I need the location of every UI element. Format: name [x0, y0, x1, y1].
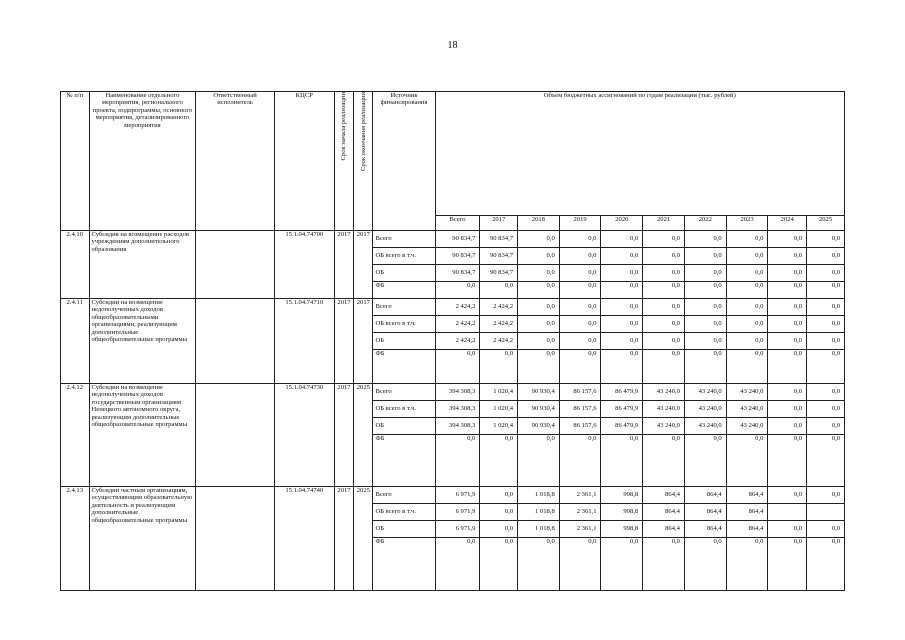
amount-cell: 0,0: [601, 265, 643, 282]
funding-source: ОБ всего в т.ч.: [373, 504, 435, 521]
amount-cell: 0,0: [726, 299, 768, 316]
amount-cell: 0,0: [807, 265, 845, 282]
amount-cell: 2 361,1: [559, 521, 601, 538]
amount-cell: 0,0: [601, 316, 643, 333]
amount-cell: 0,0: [768, 487, 807, 504]
header-executor: Ответственный исполнитель: [196, 92, 274, 231]
amount-cell: 0,0: [643, 538, 685, 591]
amount-cell: 43 240,0: [643, 384, 685, 401]
start-year: 2017: [334, 231, 353, 299]
amount-cell: 0,0: [559, 333, 601, 350]
amount-cell: 90 930,4: [518, 418, 560, 435]
year-header: 2024: [768, 216, 807, 231]
amount-cell: 0,0: [684, 435, 726, 487]
amount-cell: 0,0: [643, 316, 685, 333]
amount-cell: 0,0: [518, 538, 560, 591]
amount-cell: [807, 504, 845, 521]
amount-cell: 864,4: [726, 487, 768, 504]
year-header: 2019: [559, 216, 601, 231]
amount-cell: 864,4: [684, 504, 726, 521]
amount-cell: 86 479,9: [601, 418, 643, 435]
header-start: [334, 92, 353, 231]
header-num: № п/п: [61, 92, 90, 231]
year-header: 2017: [480, 216, 518, 231]
amount-cell: 0,0: [480, 350, 518, 384]
amount-cell: 0,0: [726, 538, 768, 591]
table-row: [61, 384, 845, 401]
executor-cell: [196, 487, 274, 591]
amount-cell: 0,0: [726, 333, 768, 350]
amount-cell: 0,0: [684, 350, 726, 384]
end-year: 2025: [354, 487, 373, 591]
amount-cell: 0,0: [807, 231, 845, 248]
table-header: [61, 92, 845, 231]
header-start-label: Срок начала реализации: [340, 92, 348, 161]
end-year: 2017: [354, 299, 373, 384]
amount-cell: 90 930,4: [518, 384, 560, 401]
amount-cell: 0,0: [559, 538, 601, 591]
amount-cell: 43 240,0: [726, 418, 768, 435]
amount-cell: 90 930,4: [518, 401, 560, 418]
header-kcsr: КЦСР: [274, 92, 334, 231]
amount-cell: 1 020,4: [480, 384, 518, 401]
amount-cell: 0,0: [684, 538, 726, 591]
amount-cell: 0,0: [601, 350, 643, 384]
header-name: Наименование отдельного мероприятия, регионального проекта, подпрограммы, основного мероприятия, детализированного мероприятия: [89, 92, 196, 231]
amount-cell: 2 424,2: [480, 333, 518, 350]
amount-cell: 0,0: [726, 248, 768, 265]
amount-cell: 0,0: [480, 521, 518, 538]
amount-cell: 0,0: [601, 333, 643, 350]
budget-table: [60, 91, 845, 591]
amount-cell: 6 971,9: [435, 521, 480, 538]
funding-source: ОБ всего в т.ч.: [373, 316, 435, 333]
funding-source: ФБ: [373, 435, 435, 487]
amount-cell: 90 834,7: [480, 248, 518, 265]
measure-name: Субсидии частным организациям, осуществляющим образовательную деятельность и реализующим дополнительные общеобразовательные программы: [89, 487, 196, 591]
amount-cell: 43 240,0: [643, 401, 685, 418]
amount-cell: 0,0: [807, 538, 845, 591]
amount-cell: 0,0: [807, 350, 845, 384]
year-header: 2025: [807, 216, 845, 231]
amount-cell: 1 020,4: [480, 401, 518, 418]
amount-cell: 2 424,2: [480, 299, 518, 316]
amount-cell: 0,0: [684, 282, 726, 299]
amount-cell: 864,4: [643, 504, 685, 521]
amount-cell: 86 157,6: [559, 384, 601, 401]
year-header: Всего: [435, 216, 480, 231]
amount-cell: 0,0: [807, 282, 845, 299]
row-number: 2.4.10: [61, 231, 90, 299]
kcsr-code: 15.1.04.74730: [274, 384, 334, 487]
amount-cell: 0,0: [518, 265, 560, 282]
amount-cell: 0,0: [643, 299, 685, 316]
amount-cell: 0,0: [768, 384, 807, 401]
amount-cell: 0,0: [601, 435, 643, 487]
amount-cell: 0,0: [684, 248, 726, 265]
row-number: 2.4.12: [61, 384, 90, 487]
amount-cell: 998,8: [601, 521, 643, 538]
funding-source: ОБ: [373, 521, 435, 538]
executor-cell: [196, 231, 274, 299]
amount-cell: 864,4: [726, 504, 768, 521]
year-header: 2022: [684, 216, 726, 231]
funding-source: Всего: [373, 231, 435, 248]
amount-cell: 0,0: [768, 435, 807, 487]
amount-cell: 43 240,0: [726, 401, 768, 418]
amount-cell: 6 971,9: [435, 487, 480, 504]
measure-name: Субсидия на возмещение расходов учреждениям дополнительного образования: [89, 231, 196, 299]
amount-cell: 0,0: [807, 248, 845, 265]
funding-source: ОБ: [373, 418, 435, 435]
amount-cell: 2 361,1: [559, 504, 601, 521]
amount-cell: 1 020,4: [480, 418, 518, 435]
amount-cell: 90 834,7: [435, 231, 480, 248]
amount-cell: 0,0: [518, 333, 560, 350]
amount-cell: 43 240,0: [643, 418, 685, 435]
amount-cell: 0,0: [601, 231, 643, 248]
funding-source: ФБ: [373, 282, 435, 299]
amount-cell: 0,0: [643, 350, 685, 384]
amount-cell: 864,4: [684, 521, 726, 538]
amount-cell: 0,0: [726, 316, 768, 333]
amount-cell: 0,0: [435, 538, 480, 591]
amount-cell: 0,0: [768, 316, 807, 333]
amount-cell: 0,0: [559, 231, 601, 248]
page-number: 18: [447, 40, 458, 51]
year-header: 2023: [726, 216, 768, 231]
header-end: [354, 92, 373, 231]
amount-cell: 86 157,6: [559, 401, 601, 418]
amount-cell: 0,0: [518, 350, 560, 384]
amount-cell: 86 479,9: [601, 384, 643, 401]
amount-cell: 0,0: [807, 316, 845, 333]
year-header: 2021: [643, 216, 685, 231]
amount-cell: 0,0: [726, 282, 768, 299]
amount-cell: 0,0: [643, 265, 685, 282]
header-end-label: Срок окончания реализации: [359, 92, 367, 172]
amount-cell: 864,4: [726, 521, 768, 538]
amount-cell: 0,0: [807, 384, 845, 401]
year-header: 2018: [518, 216, 560, 231]
funding-source: ФБ: [373, 350, 435, 384]
row-number: 2.4.11: [61, 299, 90, 384]
amount-cell: 0,0: [559, 435, 601, 487]
amount-cell: 0,0: [768, 231, 807, 248]
amount-cell: 43 240,0: [684, 401, 726, 418]
amount-cell: 0,0: [559, 316, 601, 333]
amount-cell: 86 479,9: [601, 401, 643, 418]
amount-cell: 0,0: [807, 333, 845, 350]
header-source: Источник финансирования: [373, 92, 435, 231]
end-year: 2025: [354, 384, 373, 487]
amount-cell: 0,0: [559, 248, 601, 265]
funding-source: Всего: [373, 299, 435, 316]
amount-cell: 0,0: [435, 350, 480, 384]
kcsr-code: 15.1.04.74740: [274, 487, 334, 591]
amount-cell: 0,0: [726, 350, 768, 384]
amount-cell: 0,0: [807, 521, 845, 538]
amount-cell: [768, 504, 807, 521]
amount-cell: 0,0: [726, 231, 768, 248]
amount-cell: 0,0: [807, 487, 845, 504]
start-year: 2017: [334, 384, 353, 487]
amount-cell: 2 424,2: [435, 316, 480, 333]
table-row: [61, 487, 845, 504]
amount-cell: 0,0: [559, 350, 601, 384]
amount-cell: 0,0: [480, 504, 518, 521]
amount-cell: 0,0: [518, 282, 560, 299]
amount-cell: 1 018,8: [518, 504, 560, 521]
start-year: 2017: [334, 487, 353, 591]
amount-cell: 394 308,3: [435, 401, 480, 418]
amount-cell: 0,0: [559, 299, 601, 316]
amount-cell: 0,0: [518, 299, 560, 316]
amount-cell: 0,0: [768, 538, 807, 591]
amount-cell: 0,0: [480, 487, 518, 504]
funding-source: Всего: [373, 384, 435, 401]
amount-cell: 0,0: [559, 265, 601, 282]
amount-cell: 864,4: [684, 487, 726, 504]
amount-cell: 0,0: [518, 248, 560, 265]
amount-cell: 0,0: [435, 282, 480, 299]
amount-cell: 43 240,0: [684, 384, 726, 401]
year-header: 2020: [601, 216, 643, 231]
amount-cell: 2 424,2: [480, 316, 518, 333]
funding-source: ОБ: [373, 333, 435, 350]
amount-cell: 90 834,7: [435, 248, 480, 265]
amount-cell: 43 240,0: [684, 418, 726, 435]
amount-cell: 0,0: [684, 316, 726, 333]
kcsr-code: 15.1.04.74710: [274, 299, 334, 384]
amount-cell: 0,0: [807, 401, 845, 418]
amount-cell: 998,8: [601, 487, 643, 504]
amount-cell: 0,0: [643, 248, 685, 265]
amount-cell: 864,4: [643, 487, 685, 504]
executor-cell: [196, 384, 274, 487]
amount-cell: 0,0: [684, 299, 726, 316]
end-year: 2017: [354, 231, 373, 299]
amount-cell: 0,0: [643, 282, 685, 299]
table-row: [61, 231, 845, 248]
amount-cell: 394 308,3: [435, 418, 480, 435]
amount-cell: 90 834,7: [435, 265, 480, 282]
amount-cell: 90 834,7: [480, 231, 518, 248]
amount-cell: 86 157,6: [559, 418, 601, 435]
amount-cell: 0,0: [601, 282, 643, 299]
amount-cell: 0,0: [480, 538, 518, 591]
funding-source: ОБ всего в т.ч.: [373, 248, 435, 265]
amount-cell: 0,0: [643, 333, 685, 350]
funding-source: ОБ: [373, 265, 435, 282]
funding-source: ФБ: [373, 538, 435, 591]
amount-cell: 0,0: [768, 521, 807, 538]
amount-cell: 0,0: [684, 231, 726, 248]
amount-cell: 0,0: [518, 435, 560, 487]
amount-cell: 0,0: [768, 333, 807, 350]
amount-cell: 90 834,7: [480, 265, 518, 282]
amount-cell: 0,0: [601, 299, 643, 316]
amount-cell: 0,0: [807, 418, 845, 435]
amount-cell: 0,0: [518, 231, 560, 248]
table-row: [61, 299, 845, 316]
amount-cell: 0,0: [559, 282, 601, 299]
amount-cell: 0,0: [768, 350, 807, 384]
amount-cell: 0,0: [768, 265, 807, 282]
amount-cell: 864,4: [643, 521, 685, 538]
amount-cell: 43 240,0: [726, 384, 768, 401]
amount-cell: 1 018,8: [518, 521, 560, 538]
amount-cell: 0,0: [480, 435, 518, 487]
executor-cell: [196, 299, 274, 384]
amount-cell: 998,8: [601, 504, 643, 521]
amount-cell: 0,0: [684, 333, 726, 350]
amount-cell: 0,0: [807, 435, 845, 487]
funding-source: ОБ всего в т.ч.: [373, 401, 435, 418]
amount-cell: 6 971,9: [435, 504, 480, 521]
amount-cell: 0,0: [726, 435, 768, 487]
table-body: [61, 231, 845, 591]
measure-name: Субсидии на возмещение недополученных доходов общеобразовательными организациями, реализующим дополнительные общеобразовательные программы: [89, 299, 196, 384]
amount-cell: 2 424,2: [435, 333, 480, 350]
amount-cell: 394 308,3: [435, 384, 480, 401]
amount-cell: 2 361,1: [559, 487, 601, 504]
amount-cell: 0,0: [807, 299, 845, 316]
amount-cell: 1 018,8: [518, 487, 560, 504]
start-year: 2017: [334, 299, 353, 384]
amount-cell: 2 424,2: [435, 299, 480, 316]
amount-cell: 0,0: [601, 538, 643, 591]
row-number: 2.4.13: [61, 487, 90, 591]
amount-cell: 0,0: [684, 265, 726, 282]
amount-cell: 0,0: [601, 248, 643, 265]
amount-cell: 0,0: [768, 299, 807, 316]
amount-cell: 0,0: [643, 435, 685, 487]
kcsr-code: 15.1.04.74700: [274, 231, 334, 299]
amount-cell: 0,0: [726, 265, 768, 282]
amount-cell: 0,0: [768, 401, 807, 418]
amount-cell: 0,0: [643, 231, 685, 248]
header-volume: Объем бюджетных ассигнований по годам реализации (тыс. рублей): [435, 92, 844, 216]
amount-cell: 0,0: [480, 282, 518, 299]
amount-cell: 0,0: [768, 282, 807, 299]
amount-cell: 0,0: [768, 248, 807, 265]
measure-name: Субсидии на возмещение недополученных доходов государственным организациям Ненецкого автономного округа, реализующим дополнительные общеобразовательные программы: [89, 384, 196, 487]
funding-source: Всего: [373, 487, 435, 504]
amount-cell: 0,0: [435, 435, 480, 487]
amount-cell: 0,0: [518, 316, 560, 333]
amount-cell: 0,0: [768, 418, 807, 435]
